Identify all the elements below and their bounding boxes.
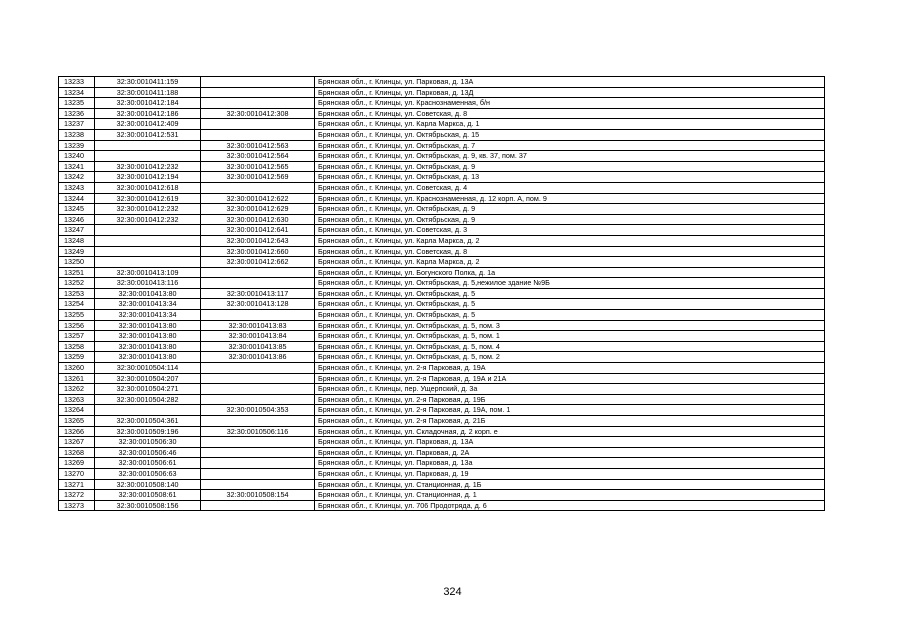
table-row [59,108,825,119]
address-cell: Брянская обл., г. Клинцы, ул. 2-я Парковая, д. 19А и 21А [315,373,825,384]
table-row [59,87,825,98]
linked-cadastral-number-cell: 32:30:0010412:569 [201,172,315,183]
row-number-cell: 13264 [59,405,95,416]
row-number-cell: 13241 [59,161,95,172]
row-number-cell: 13262 [59,384,95,395]
linked-cadastral-number-cell [201,363,315,374]
linked-cadastral-number-cell [201,447,315,458]
row-number-cell: 13248 [59,235,95,246]
linked-cadastral-number-cell [201,373,315,384]
address-cell: Брянская обл., г. Клинцы, ул. Карла Маркса, д. 2 [315,257,825,268]
table-row [59,458,825,469]
cadastral-number-cell: 32:30:0010412:409 [95,119,201,130]
address-cell: Брянская обл., г. Клинцы, ул. 2-я Парковая, д. 19А [315,363,825,374]
cadastral-number-cell [95,235,201,246]
row-number-cell: 13267 [59,437,95,448]
address-cell: Брянская обл., г. Клинцы, ул. Парковая, д. 13А [315,77,825,88]
cadastral-number-cell: 32:30:0010506:61 [95,458,201,469]
cadastral-number-cell: 32:30:0010412:194 [95,172,201,183]
address-cell: Брянская обл., г. Клинцы, ул. Карла Маркса, д. 2 [315,235,825,246]
cadastral-number-cell: 32:30:0010506:63 [95,468,201,479]
address-cell: Брянская обл., г. Клинцы, ул. Станционная, д. 1Б [315,479,825,490]
address-cell: Брянская обл., г. Клинцы, ул. Октябрьская, д. 9 [315,214,825,225]
row-number-cell: 13240 [59,151,95,162]
address-cell: Брянская обл., г. Клинцы, ул. 2-я Парковая, д. 21Б [315,416,825,427]
address-cell: Брянская обл., г. Клинцы, ул. Октябрьская, д. 5, пом. 2 [315,352,825,363]
linked-cadastral-number-cell: 32:30:0010413:83 [201,320,315,331]
address-cell: Брянская обл., г. Клинцы, ул. Парковая, д. 2А [315,447,825,458]
row-number-cell: 13254 [59,299,95,310]
cadastral-number-cell: 32:30:0010508:61 [95,490,201,501]
cadastral-number-cell: 32:30:0010504:282 [95,394,201,405]
linked-cadastral-number-cell [201,458,315,469]
row-number-cell: 13239 [59,140,95,151]
table-row [59,437,825,448]
cadastral-number-cell: 32:30:0010412:232 [95,161,201,172]
cadastral-number-cell: 32:30:0010504:114 [95,363,201,374]
table-row [59,257,825,268]
address-cell: Брянская обл., г. Клинцы, ул. Парковая, д. 19 [315,468,825,479]
cadastral-number-cell: 32:30:0010506:46 [95,447,201,458]
row-number-cell: 13257 [59,331,95,342]
linked-cadastral-number-cell [201,129,315,140]
address-cell: Брянская обл., г. Клинцы, ул. Октябрьская, д. 5,нежилое здание №9Б [315,278,825,289]
table-row [59,373,825,384]
table-row [59,479,825,490]
cadastral-number-cell: 32:30:0010509:196 [95,426,201,437]
row-number-cell: 13259 [59,352,95,363]
address-cell: Брянская обл., г. Клинцы, ул. Краснознаменная, д. 12 корп. А, пом. 9 [315,193,825,204]
row-number-cell: 13249 [59,246,95,257]
cadastral-number-cell [95,140,201,151]
property-registry-table [58,76,825,511]
linked-cadastral-number-cell: 32:30:0010508:154 [201,490,315,501]
cadastral-number-cell: 32:30:0010412:186 [95,108,201,119]
row-number-cell: 13270 [59,468,95,479]
cadastral-number-cell: 32:30:0010413:80 [95,320,201,331]
table-row [59,288,825,299]
address-cell: Брянская обл., г. Клинцы, пер. Ущерпский, д. 3а [315,384,825,395]
row-number-cell: 13233 [59,77,95,88]
table-row [59,161,825,172]
table-row [59,299,825,310]
cadastral-number-cell: 32:30:0010412:184 [95,98,201,109]
linked-cadastral-number-cell: 32:30:0010412:641 [201,225,315,236]
cadastral-number-cell: 32:30:0010413:80 [95,331,201,342]
linked-cadastral-number-cell: 32:30:0010412:308 [201,108,315,119]
address-cell: Брянская обл., г. Клинцы, ул. 706 Продотряда, д. 6 [315,500,825,511]
row-number-cell: 13255 [59,310,95,321]
row-number-cell: 13272 [59,490,95,501]
cadastral-number-cell: 32:30:0010412:232 [95,204,201,215]
cadastral-number-cell [95,246,201,257]
row-number-cell: 13238 [59,129,95,140]
row-number-cell: 13258 [59,341,95,352]
linked-cadastral-number-cell [201,278,315,289]
row-number-cell: 13247 [59,225,95,236]
cadastral-number-cell: 32:30:0010413:34 [95,310,201,321]
address-cell: Брянская обл., г. Клинцы, ул. Краснознаменная, б/н [315,98,825,109]
cadastral-number-cell: 32:30:0010412:232 [95,214,201,225]
linked-cadastral-number-cell [201,468,315,479]
address-cell: Брянская обл., г. Клинцы, ул. Парковая, д. 13Д [315,87,825,98]
cadastral-number-cell: 32:30:0010504:361 [95,416,201,427]
row-number-cell: 13237 [59,119,95,130]
table-row [59,278,825,289]
table-row [59,320,825,331]
table-row [59,468,825,479]
linked-cadastral-number-cell: 32:30:0010504:353 [201,405,315,416]
linked-cadastral-number-cell: 32:30:0010412:564 [201,151,315,162]
cadastral-number-cell: 32:30:0010413:34 [95,299,201,310]
linked-cadastral-number-cell: 32:30:0010412:563 [201,140,315,151]
table-row [59,225,825,236]
table-row [59,352,825,363]
table-row [59,151,825,162]
table-row [59,405,825,416]
address-cell: Брянская обл., г. Клинцы, ул. Советская, д. 8 [315,108,825,119]
linked-cadastral-number-cell: 32:30:0010412:662 [201,257,315,268]
address-cell: Брянская обл., г. Клинцы, ул. Октябрьская, д. 5, пом. 3 [315,320,825,331]
address-cell: Брянская обл., г. Клинцы, ул. Складочная, д. 2 корп. е [315,426,825,437]
linked-cadastral-number-cell [201,119,315,130]
cadastral-number-cell: 32:30:0010413:80 [95,352,201,363]
row-number-cell: 13266 [59,426,95,437]
row-number-cell: 13260 [59,363,95,374]
linked-cadastral-number-cell: 32:30:0010413:128 [201,299,315,310]
table-row [59,310,825,321]
row-number-cell: 13265 [59,416,95,427]
table-row [59,363,825,374]
cadastral-number-cell [95,151,201,162]
address-cell: Брянская обл., г. Клинцы, ул. Октябрьская, д. 5, пом. 1 [315,331,825,342]
table-row [59,172,825,183]
linked-cadastral-number-cell [201,182,315,193]
linked-cadastral-number-cell [201,98,315,109]
table-row [59,490,825,501]
table-row [59,426,825,437]
row-number-cell: 13271 [59,479,95,490]
linked-cadastral-number-cell: 32:30:0010412:660 [201,246,315,257]
linked-cadastral-number-cell [201,77,315,88]
linked-cadastral-number-cell [201,479,315,490]
table-row [59,384,825,395]
table-row [59,447,825,458]
table-row [59,182,825,193]
row-number-cell: 13234 [59,87,95,98]
address-cell: Брянская обл., г. Клинцы, ул. Октябрьская, д. 9 [315,161,825,172]
linked-cadastral-number-cell: 32:30:0010412:565 [201,161,315,172]
address-cell: Брянская обл., г. Клинцы, ул. Октябрьская, д. 7 [315,140,825,151]
cadastral-number-cell: 32:30:0010508:140 [95,479,201,490]
cadastral-number-cell: 32:30:0010412:618 [95,182,201,193]
cadastral-number-cell [95,405,201,416]
table-row [59,140,825,151]
table-row [59,416,825,427]
row-number-cell: 13256 [59,320,95,331]
table-row [59,341,825,352]
cadastral-number-cell [95,257,201,268]
linked-cadastral-number-cell [201,384,315,395]
row-number-cell: 13251 [59,267,95,278]
address-cell: Брянская обл., г. Клинцы, ул. Станционная, д. 1 [315,490,825,501]
row-number-cell: 13268 [59,447,95,458]
linked-cadastral-number-cell: 32:30:0010413:86 [201,352,315,363]
linked-cadastral-number-cell [201,394,315,405]
row-number-cell: 13252 [59,278,95,289]
linked-cadastral-number-cell: 32:30:0010413:85 [201,341,315,352]
address-cell: Брянская обл., г. Клинцы, ул. Советская, д. 4 [315,182,825,193]
address-cell: Брянская обл., г. Клинцы, ул. Октябрьская, д. 9 [315,204,825,215]
address-cell: Брянская обл., г. Клинцы, ул. Советская, д. 3 [315,225,825,236]
row-number-cell: 13246 [59,214,95,225]
linked-cadastral-number-cell: 32:30:0010412:622 [201,193,315,204]
table-row [59,331,825,342]
table-row [59,204,825,215]
cadastral-number-cell: 32:30:0010413:80 [95,341,201,352]
address-cell: Брянская обл., г. Клинцы, ул. Октябрьская, д. 5 [315,299,825,310]
address-cell: Брянская обл., г. Клинцы, ул. Октябрьская, д. 5 [315,310,825,321]
row-number-cell: 13261 [59,373,95,384]
linked-cadastral-number-cell [201,437,315,448]
address-cell: Брянская обл., г. Клинцы, ул. Карла Маркса, д. 1 [315,119,825,130]
cadastral-number-cell: 32:30:0010508:156 [95,500,201,511]
table-row [59,98,825,109]
cadastral-number-cell: 32:30:0010411:159 [95,77,201,88]
cadastral-number-cell: 32:30:0010412:531 [95,129,201,140]
linked-cadastral-number-cell: 32:30:0010413:117 [201,288,315,299]
registry-table-body [59,77,825,511]
row-number-cell: 13243 [59,182,95,193]
linked-cadastral-number-cell [201,500,315,511]
address-cell: Брянская обл., г. Клинцы, ул. Парковая, д. 13А [315,437,825,448]
address-cell: Брянская обл., г. Клинцы, ул. Октябрьская, д. 5 [315,288,825,299]
address-cell: Брянская обл., г. Клинцы, ул. Октябрьская, д. 13 [315,172,825,183]
row-number-cell: 13235 [59,98,95,109]
table-row [59,500,825,511]
linked-cadastral-number-cell: 32:30:0010413:84 [201,331,315,342]
table-row [59,235,825,246]
linked-cadastral-number-cell [201,310,315,321]
cadastral-number-cell: 32:30:0010413:80 [95,288,201,299]
table-row [59,394,825,405]
address-cell: Брянская обл., г. Клинцы, ул. 2-я Парковая, д. 19Б [315,394,825,405]
address-cell: Брянская обл., г. Клинцы, ул. Советская, д. 8 [315,246,825,257]
cadastral-number-cell: 32:30:0010413:109 [95,267,201,278]
row-number-cell: 13244 [59,193,95,204]
row-number-cell: 13242 [59,172,95,183]
cadastral-number-cell: 32:30:0010506:30 [95,437,201,448]
linked-cadastral-number-cell [201,267,315,278]
table-row [59,77,825,88]
linked-cadastral-number-cell: 32:30:0010412:630 [201,214,315,225]
row-number-cell: 13245 [59,204,95,215]
address-cell: Брянская обл., г. Клинцы, ул. Октябрьская, д. 15 [315,129,825,140]
linked-cadastral-number-cell: 32:30:0010506:116 [201,426,315,437]
cadastral-number-cell [95,225,201,236]
row-number-cell: 13263 [59,394,95,405]
cadastral-number-cell: 32:30:0010413:116 [95,278,201,289]
table-row [59,246,825,257]
linked-cadastral-number-cell: 32:30:0010412:629 [201,204,315,215]
cadastral-number-cell: 32:30:0010504:207 [95,373,201,384]
table-row [59,267,825,278]
address-cell: Брянская обл., г. Клинцы, ул. Парковая, д. 13а [315,458,825,469]
table-row [59,129,825,140]
linked-cadastral-number-cell [201,87,315,98]
page-number: 324 [443,586,462,598]
row-number-cell: 13269 [59,458,95,469]
row-number-cell: 13236 [59,108,95,119]
cadastral-number-cell: 32:30:0010412:619 [95,193,201,204]
table-row [59,193,825,204]
linked-cadastral-number-cell [201,416,315,427]
row-number-cell: 13273 [59,500,95,511]
table-row [59,214,825,225]
address-cell: Брянская обл., г. Клинцы, ул. Октябрьская, д. 9, кв. 37, пом. 37 [315,151,825,162]
row-number-cell: 13253 [59,288,95,299]
address-cell: Брянская обл., г. Клинцы, ул. 2-я Парковая, д. 19А, пом. 1 [315,405,825,416]
table-row [59,119,825,130]
row-number-cell: 13250 [59,257,95,268]
address-cell: Брянская обл., г. Клинцы, ул. Богунского Полка, д. 1а [315,267,825,278]
cadastral-number-cell: 32:30:0010504:271 [95,384,201,395]
cadastral-number-cell: 32:30:0010411:188 [95,87,201,98]
linked-cadastral-number-cell: 32:30:0010412:643 [201,235,315,246]
address-cell: Брянская обл., г. Клинцы, ул. Октябрьская, д. 5, пом. 4 [315,341,825,352]
